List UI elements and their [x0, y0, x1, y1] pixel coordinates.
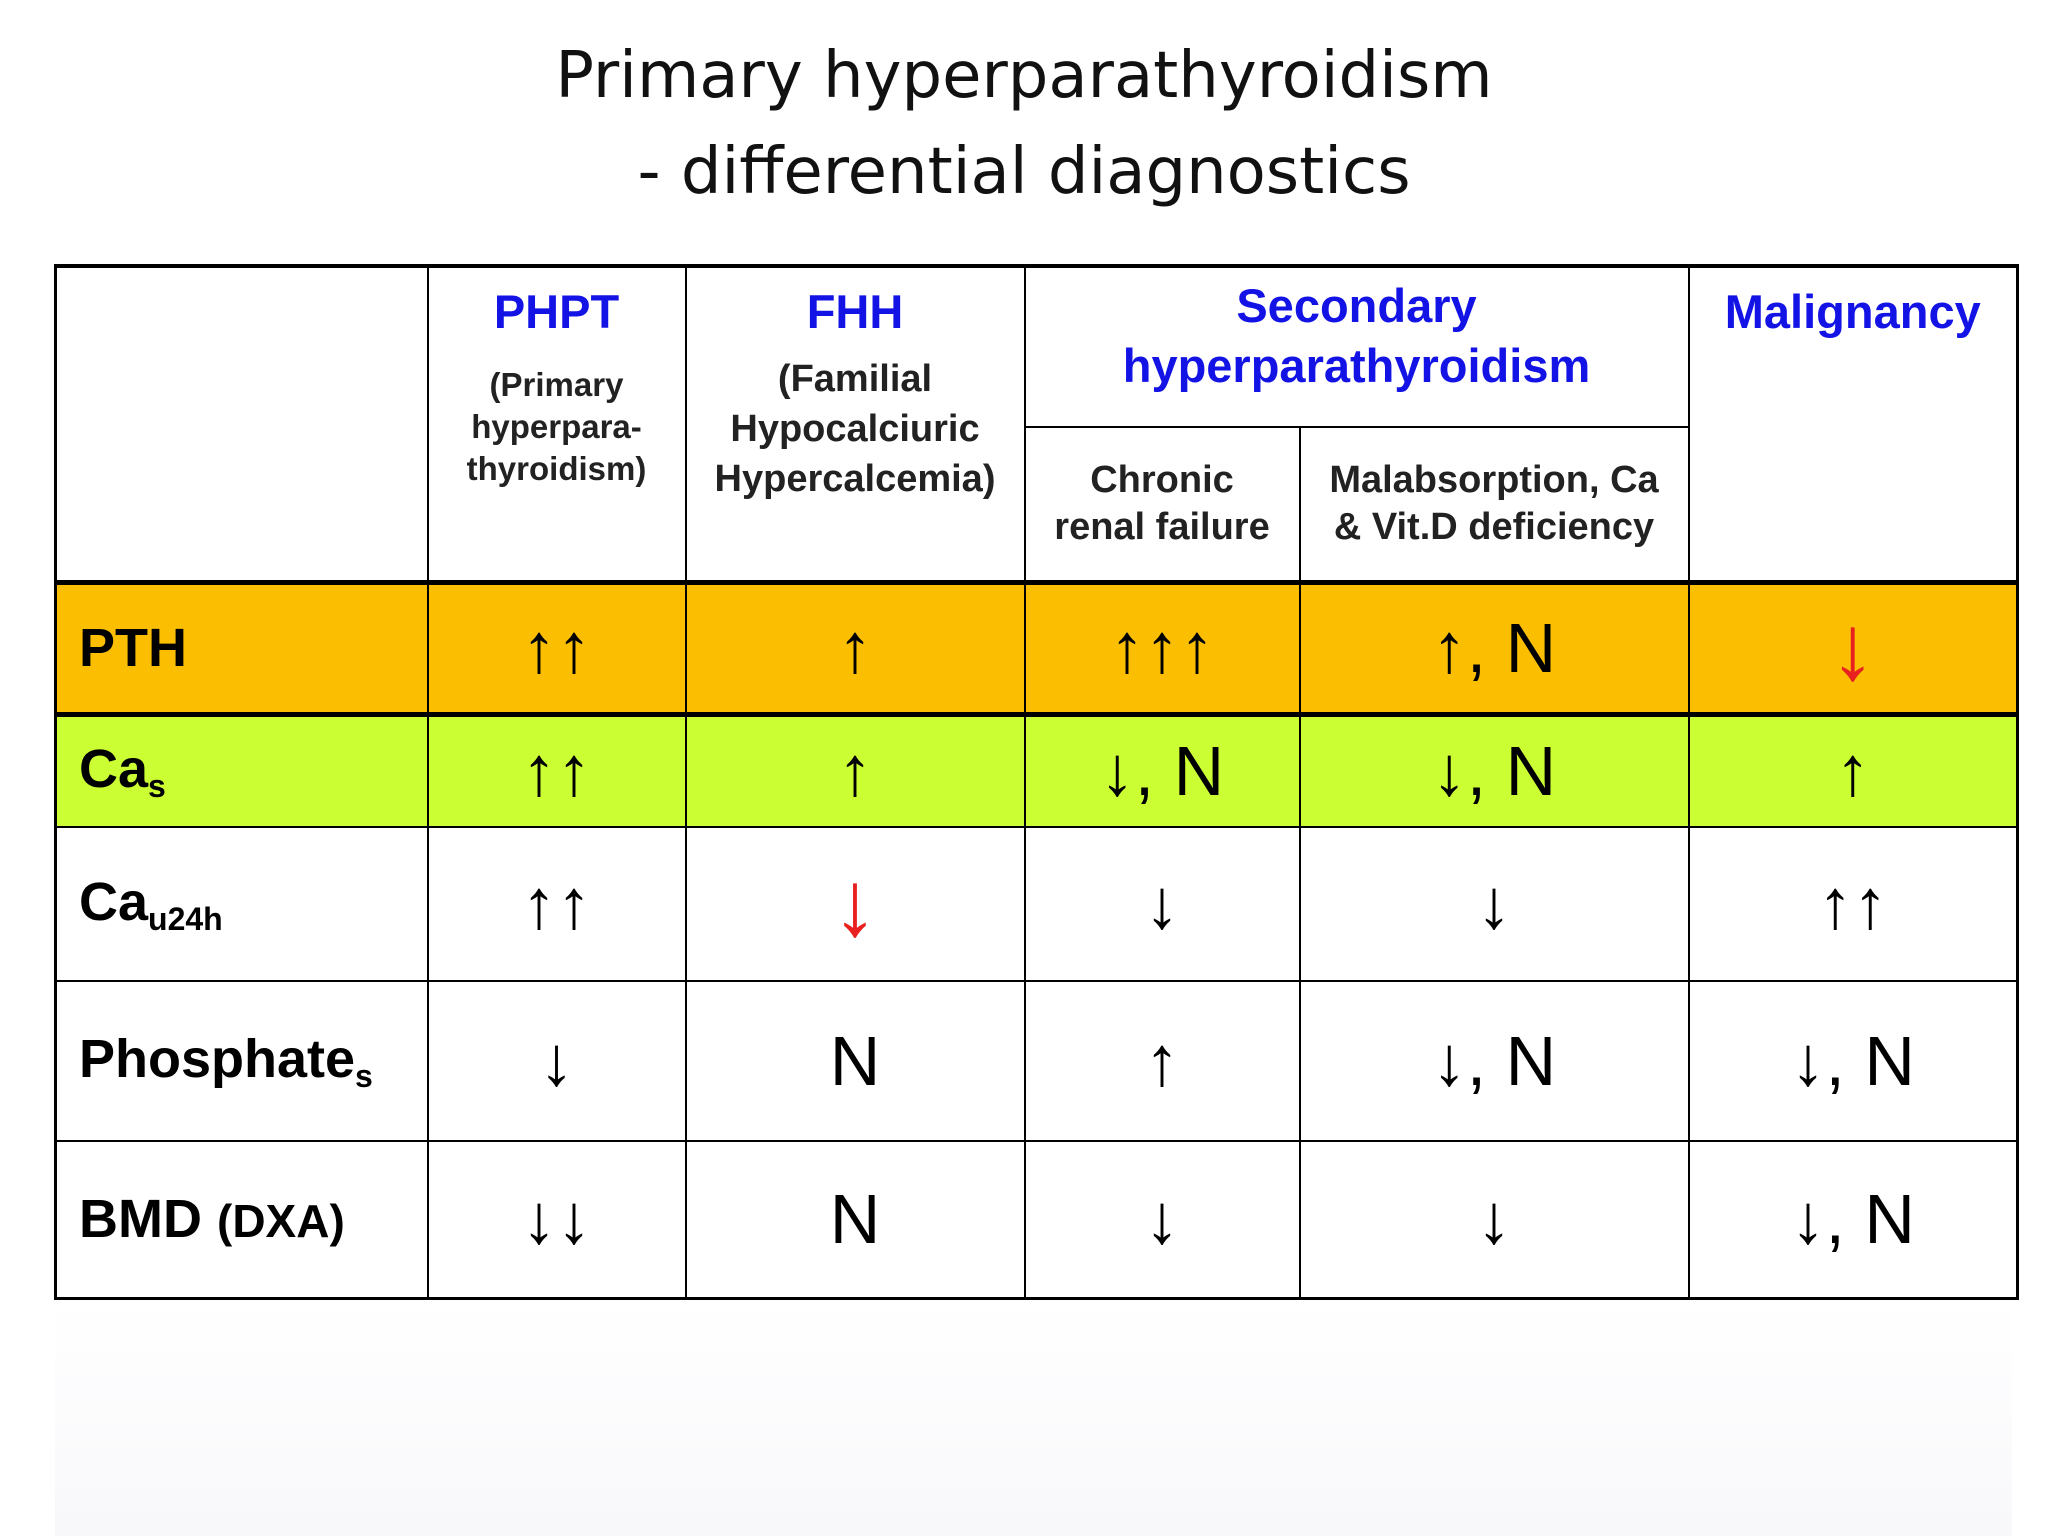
table-row-phosphate — [56, 981, 2018, 1141]
phpt-full-line-2: hyperpara- — [471, 408, 642, 445]
secondary-line-1: Secondary — [1236, 279, 1477, 332]
phpt-full-line-1: (Primary — [489, 366, 624, 403]
cell-cau-malignancy: ↑↑ — [1689, 827, 2018, 981]
fhh-full-name — [687, 354, 1024, 504]
cell-cas-phpt: ↑↑ — [428, 714, 686, 827]
cell-bmd-fhh: N — [686, 1141, 1025, 1298]
table-row-ca-urine — [56, 827, 2018, 981]
row-label-pth — [56, 582, 428, 714]
background-fade — [55, 1300, 2012, 1536]
row-label-text: BMD — [79, 1189, 202, 1250]
table-row-bmd — [56, 1141, 2018, 1298]
cell-phosphate-malignancy: ↓, N — [1689, 981, 2018, 1141]
fhh-full-line-3: Hypercalcemia) — [714, 458, 996, 500]
cell-bmd-crf: ↓ — [1025, 1141, 1300, 1298]
subheader-chronic-renal-failure — [1025, 427, 1300, 582]
fhh-abbr: FHH — [806, 285, 904, 338]
row-label-ca-urine — [56, 827, 428, 981]
title-line-2: - differential diagnostics — [637, 135, 1411, 209]
cell-phosphate-phpt: ↓ — [428, 981, 686, 1141]
fhh-full-line-2: Hypocalciuric — [730, 408, 980, 450]
title-line-1: Primary hyperparathyroidism — [555, 39, 1493, 113]
malabsorption-line-2: & Vit.D deficiency — [1333, 505, 1655, 548]
row-label-text: Ca — [79, 871, 149, 932]
cell-phosphate-crf: ↑ — [1025, 981, 1300, 1141]
column-header-fhh — [686, 266, 1025, 582]
cell-pth-malabsorption: ↑, N — [1300, 582, 1689, 714]
row-label-text: Ca — [79, 738, 149, 799]
fhh-full-line-1: (Familial — [777, 358, 933, 400]
table-row-ca-serum — [56, 714, 2018, 827]
column-header-malignancy — [1689, 266, 2018, 582]
row-label-subscript: u24h — [148, 900, 223, 937]
cell-pth-crf: ↑↑↑ — [1025, 582, 1300, 714]
column-header-phpt — [428, 266, 686, 582]
column-header-secondary — [1025, 266, 1689, 427]
row-label-ca-serum — [56, 714, 428, 827]
cell-bmd-malabsorption: ↓ — [1300, 1141, 1689, 1298]
malignancy-label: Malignancy — [1724, 285, 1981, 338]
phpt-abbr: PHPT — [493, 285, 620, 338]
phpt-full-line-3: thyroidism) — [466, 450, 647, 487]
differential-diagnosis-table — [54, 264, 2019, 1300]
row-label-bmd — [56, 1141, 428, 1298]
cell-cau-fhh: ↓ — [686, 827, 1025, 981]
cell-cau-phpt: ↑↑ — [428, 827, 686, 981]
crf-line-2: renal failure — [1054, 505, 1270, 548]
cell-cau-malabsorption: ↓ — [1300, 827, 1689, 981]
secondary-line-2: hyperparathyroidism — [1122, 339, 1591, 392]
cell-phosphate-malabsorption: ↓, N — [1300, 981, 1689, 1141]
row-label-subscript: s — [355, 1057, 373, 1094]
cell-bmd-malignancy: ↓, N — [1689, 1141, 2018, 1298]
malabsorption-line-1: Malabsorption, Ca — [1329, 458, 1659, 501]
cell-phosphate-fhh: N — [686, 981, 1025, 1141]
subheader-malabsorption — [1300, 427, 1689, 582]
phpt-full-name — [429, 364, 685, 490]
table-row-pth — [56, 582, 2018, 714]
cell-cas-crf: ↓, N — [1025, 714, 1300, 827]
slide-title — [0, 28, 2048, 220]
cell-pth-phpt: ↑↑ — [428, 582, 686, 714]
crf-line-1: Chronic — [1090, 458, 1234, 501]
cell-pth-fhh: ↑ — [686, 582, 1025, 714]
row-label-text: PTH — [79, 618, 187, 678]
row-label-text: Phosphate — [79, 1028, 356, 1089]
row-label-phosphate — [56, 981, 428, 1141]
cell-cas-fhh: ↑ — [686, 714, 1025, 827]
cell-cas-malignancy: ↑ — [1689, 714, 2018, 827]
cell-bmd-phpt: ↓↓ — [428, 1141, 686, 1298]
header-row — [56, 266, 2018, 427]
cell-cas-malabsorption: ↓, N — [1300, 714, 1689, 827]
cell-cau-crf: ↓ — [1025, 827, 1300, 981]
row-label-suffix: (DXA) — [217, 1195, 345, 1248]
row-label-subscript: s — [148, 767, 166, 804]
cell-pth-malignancy: ↓ — [1689, 582, 2018, 714]
corner-cell — [56, 266, 428, 582]
